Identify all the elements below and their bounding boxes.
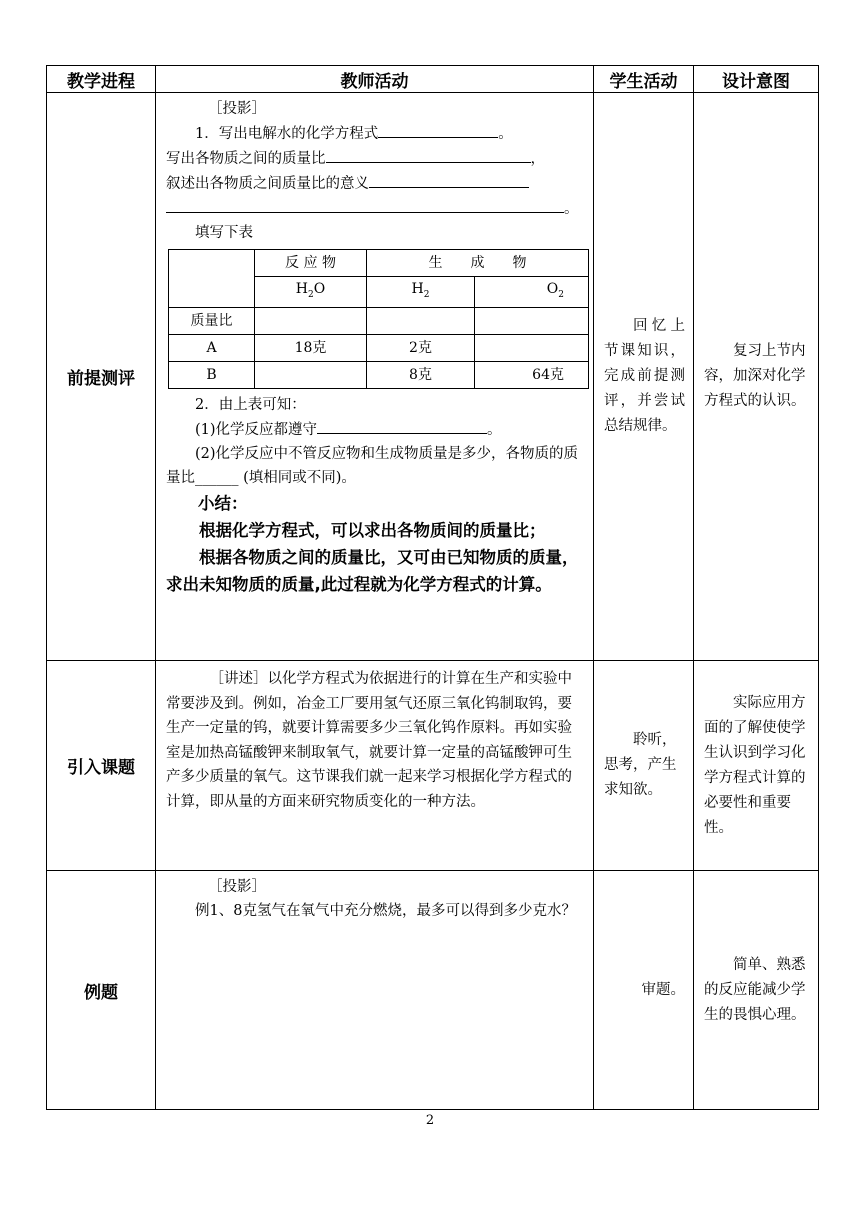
table-row xyxy=(169,334,589,361)
answer-blank xyxy=(166,196,564,213)
header-teacher-activity: 教师活动 xyxy=(156,66,594,93)
question-1-line-3: 叙述出各物质之间质量比的意义 xyxy=(166,171,585,196)
page-number: 2 xyxy=(425,1113,435,1128)
stage-cell: 前提测评 xyxy=(47,93,156,661)
table-row xyxy=(47,93,819,661)
student-activity-cell: 聆听，思考，产生求知欲。 xyxy=(594,661,694,871)
summary-point-2: 根据各物质之间的质量比，又可由已知物质的质量，求出未知物质的质量,此过程就为化学方程式的计算。 xyxy=(166,547,579,594)
lecture-text: ［讲述］以化学方程式为依据进行的计算在生产和实验中常要涉及到。例如，冶金工厂要用氢气还原三氧化钨制取钨，要生产一定量的钨，就要计算需要多少三氧化钨作原料。再如实验室是加热高锰酸钾来制取氧气，就要计算一定量的高锰酸钾可生产多少质量的氧气。这节课我们就一起来学习根据化学方程式的计算，即从量的方面来研究物质变化的一种方法。 xyxy=(166,671,572,810)
table-row xyxy=(47,871,819,1110)
row-a-h2o: 18克 xyxy=(255,334,367,361)
table-row xyxy=(47,661,819,871)
fill-table-label: 填写下表 xyxy=(195,225,253,241)
summary-point-1: 根据化学方程式，可以求出各物质间的质量比； xyxy=(199,520,546,540)
ratio-label: 质量比 xyxy=(169,307,255,334)
mass-ratio-table xyxy=(168,249,589,389)
formula-h2: $H_2$ xyxy=(367,277,475,308)
row-b-label: B xyxy=(169,361,255,388)
teacher-activity-cell xyxy=(156,93,594,661)
header-student-activity: 学生活动 xyxy=(594,66,694,93)
question-1-line-4: 。 xyxy=(166,196,585,221)
teacher-activity-cell xyxy=(156,661,594,871)
table-header-row xyxy=(47,66,819,93)
formula-o2: $O_2$ xyxy=(475,277,589,308)
stage-cell: 引入课题 xyxy=(47,661,156,871)
projection-tag: ［投影］ xyxy=(208,879,266,895)
answer-blank xyxy=(326,146,531,163)
header-design-intent: 设计意图 xyxy=(694,66,819,93)
answer-blank xyxy=(317,417,487,434)
formula-h2o: $H_2O$ xyxy=(255,277,367,308)
answer-blank xyxy=(369,171,529,188)
example-question: 例1、8克氢气在氧气中充分燃烧，最多可以得到多少克水？ xyxy=(195,903,576,919)
projection-tag: ［投影］ xyxy=(208,101,266,117)
student-activity-cell: 回忆上节课知识，完成前提测评，并尝试总结规律。 xyxy=(594,93,694,661)
teacher-activity-cell xyxy=(156,871,594,1110)
row-b-h2: 8克 xyxy=(367,361,475,388)
row-b-o2: 64克 xyxy=(475,361,589,388)
table-row xyxy=(169,307,589,334)
design-intent-cell: 简单、熟悉的反应能减少学生的畏惧心理。 xyxy=(694,871,819,1110)
student-activity-cell: 审题。 xyxy=(594,871,694,1110)
design-intent-cell: 实际应用方面的了解使使学生认识到学习化学方程式计算的必要性和重要性。 xyxy=(694,661,819,871)
question-1-line-2: 写出各物质之间的质量比 ， xyxy=(166,146,585,171)
lesson-plan-table xyxy=(46,65,819,1110)
reactant-header: 反 应 物 xyxy=(255,250,367,277)
question-2-1: (1)化学反应都遵守 。 xyxy=(166,417,585,442)
question-2-2: (2)化学反应中不管反应物和生成物质量是多少，各物质的质量比______ (填相同或不同)。 xyxy=(166,445,579,486)
product-header: 生 成 物 xyxy=(367,250,589,277)
design-intent-cell: 复习上节内容，加深对化学方程式的认识。 xyxy=(694,93,819,661)
row-a-label: A xyxy=(169,334,255,361)
answer-blank xyxy=(378,121,498,138)
question-2: 2．由上表可知： xyxy=(195,396,306,413)
stage-cell: 例题 xyxy=(47,871,156,1110)
summary-title: 小结： xyxy=(198,493,248,513)
row-a-h2: 2克 xyxy=(367,334,475,361)
question-1: 1．写出电解水的化学方程式 。 xyxy=(166,121,585,146)
table-row xyxy=(169,361,589,388)
header-stage: 教学进程 xyxy=(47,66,156,93)
